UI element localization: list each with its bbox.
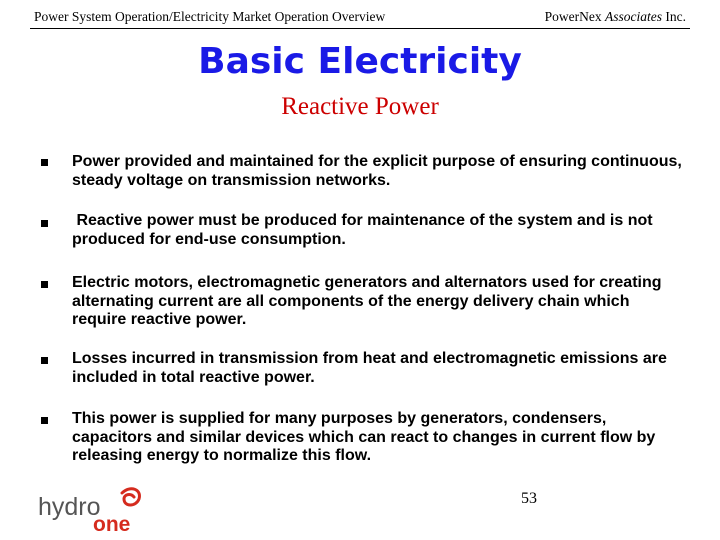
bullet-item: Electric motors, electromagnetic generators and alternators used for creating alternating current are all components of the energy delivery chain which require reactive power. — [72, 274, 662, 328]
header-left-title: Power System Operation/Electricity Market Operation Overview — [34, 9, 386, 24]
header-brand-suffix: Inc. — [665, 9, 686, 24]
logo-swirl-icon — [122, 489, 139, 505]
bullet-text: Reactive power must be produced for maintenance of the system and is not produced for end-use consumption. — [72, 212, 653, 248]
page-number: 53 — [521, 490, 537, 507]
bullet-marker — [41, 159, 48, 166]
hydro-one-logo — [38, 485, 148, 533]
logo-text-one: one — [93, 513, 131, 533]
header-brand-italic: Associates — [605, 9, 662, 24]
bullet-item: Losses incurred in transmission from heat and electromagnetic emissions are included in total reactive power. — [72, 350, 667, 386]
bullet-marker — [41, 220, 48, 227]
header-brand-name: PowerNex — [544, 9, 602, 24]
slide-subtitle: Reactive Power — [281, 93, 439, 120]
logo-text-hydro: hydro — [38, 493, 101, 521]
bullet-item: Power provided and maintained for the explicit purpose of ensuring continuous, steady voltage on transmission networks. — [72, 153, 682, 189]
bullet-item: This power is supplied for many purposes by generators, condensers, capacitors and similar devices which can react to changes in current flow by releasing energy to normalize this flow. — [72, 410, 656, 464]
bullet-marker — [41, 417, 48, 424]
slide-title: Basic Electricity — [198, 41, 522, 82]
bullet-marker — [41, 281, 48, 288]
bullet-item — [72, 212, 687, 249]
bullet-marker — [41, 357, 48, 364]
